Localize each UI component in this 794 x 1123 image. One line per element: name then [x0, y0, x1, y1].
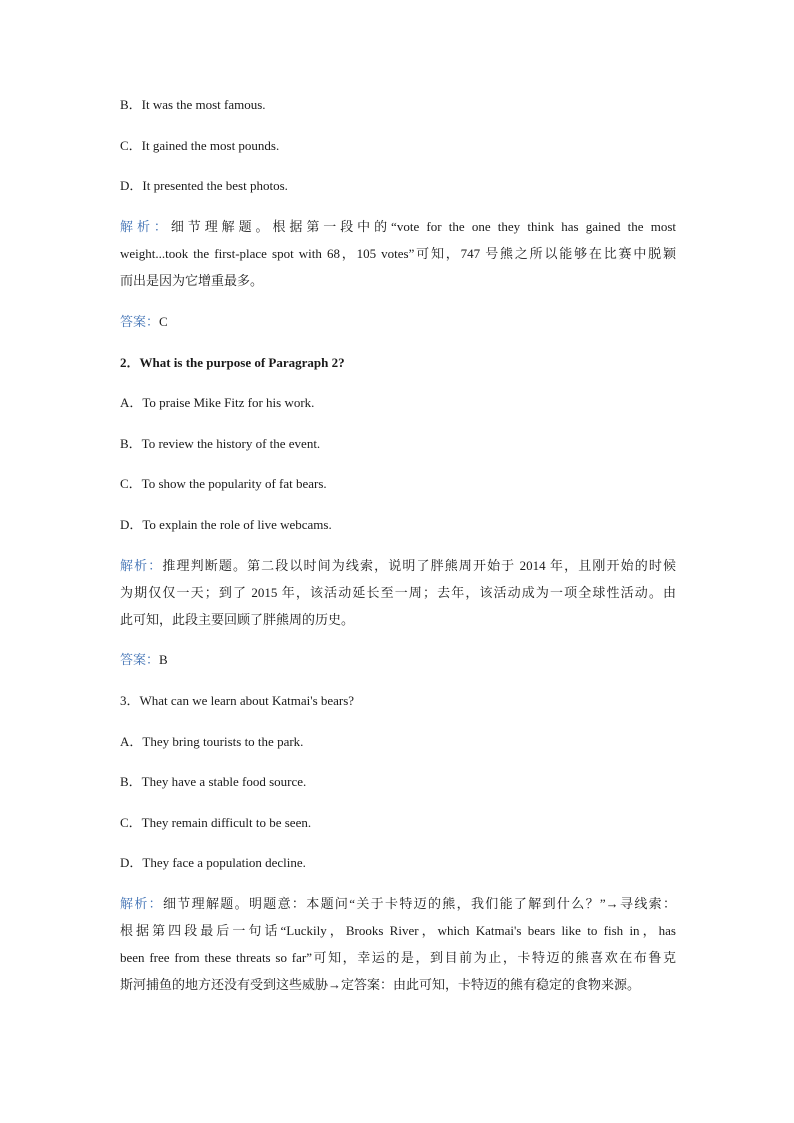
q2-option-c: C．To show the popularity of fat bears. — [120, 476, 327, 491]
q1-option-b: B．It was the most famous. — [120, 97, 266, 112]
q1-answer-label: 答案： — [120, 314, 160, 329]
q1-analysis-line-3: 而出是因为它增重最多。 — [120, 273, 264, 288]
q3-analysis-label: 解析： — [120, 896, 163, 911]
q1-analysis-label: 解析： — [120, 219, 171, 234]
q1-answer-value: C — [159, 314, 168, 329]
q3-analysis-line-4: 斯河捕鱼的地方还没有受到这些威胁→定答案：由此可知，卡特迈的熊有稳定的食物来源。 — [120, 977, 641, 992]
q2-analysis-line-3: 此可知，此段主要回顾了胖熊周的历史。 — [120, 612, 355, 627]
q2-analysis-line-2: 为期仅仅一天；到了 2015 年，该活动延长至一周；去年，该活动成为一项全球性活动。由 — [120, 585, 676, 600]
q1-analysis-line-1: 解析：细节理解题。根据第一段中的“vote for the one they think has gained the most — [120, 219, 676, 234]
q3-option-d: D．They face a population decline. — [120, 855, 306, 870]
q3-analysis-line-2: 根据第四段最后一句话“Luckily，Brooks River，which Katmai's bears like to fish in，has — [120, 923, 676, 938]
q2-question: 2．What is the purpose of Paragraph 2? — [120, 355, 345, 370]
q2-answer — [120, 646, 676, 673]
q1-analysis-line-2: weight...took the first-place spot with 68，105 votes”可知，747 号熊之所以能够在比赛中脱颖 — [120, 246, 676, 261]
q3-option-b: B．They have a stable food source. — [120, 774, 307, 789]
q2-option-d: D．To explain the role of live webcams. — [120, 517, 332, 532]
q3-analysis-line-3: been free from these threats so far”可知，幸运的是，到目前为止，卡特迈的熊喜欢在布鲁克 — [120, 950, 676, 965]
q2-option-b: B．To review the history of the event. — [120, 436, 321, 451]
q3-question: 3．What can we learn about Katmai's bears? — [120, 693, 355, 708]
q2-analysis-line-1: 解析：推理判断题。第二段以时间为线索，说明了胖熊周开始于 2014 年，且刚开始的时候 — [120, 558, 676, 573]
q2-answer-label: 答案： — [120, 652, 160, 667]
q3-analysis-line-1: 解析：细节理解题。明题意：本题问“关于卡特迈的熊，我们能了解到什么？”→寻线索： — [120, 896, 676, 911]
q1-option-d: D．It presented the best photos. — [120, 178, 288, 193]
q3-option-c: C．They remain difficult to be seen. — [120, 815, 312, 830]
q2-option-a: A．To praise Mike Fitz for his work. — [120, 395, 315, 410]
q2-analysis-label: 解析： — [120, 558, 163, 573]
q1-option-c: C．It gained the most pounds. — [120, 138, 280, 153]
q1-answer — [120, 308, 676, 335]
q3-option-a: A．They bring tourists to the park. — [120, 734, 304, 749]
q2-answer-value: B — [159, 652, 168, 667]
